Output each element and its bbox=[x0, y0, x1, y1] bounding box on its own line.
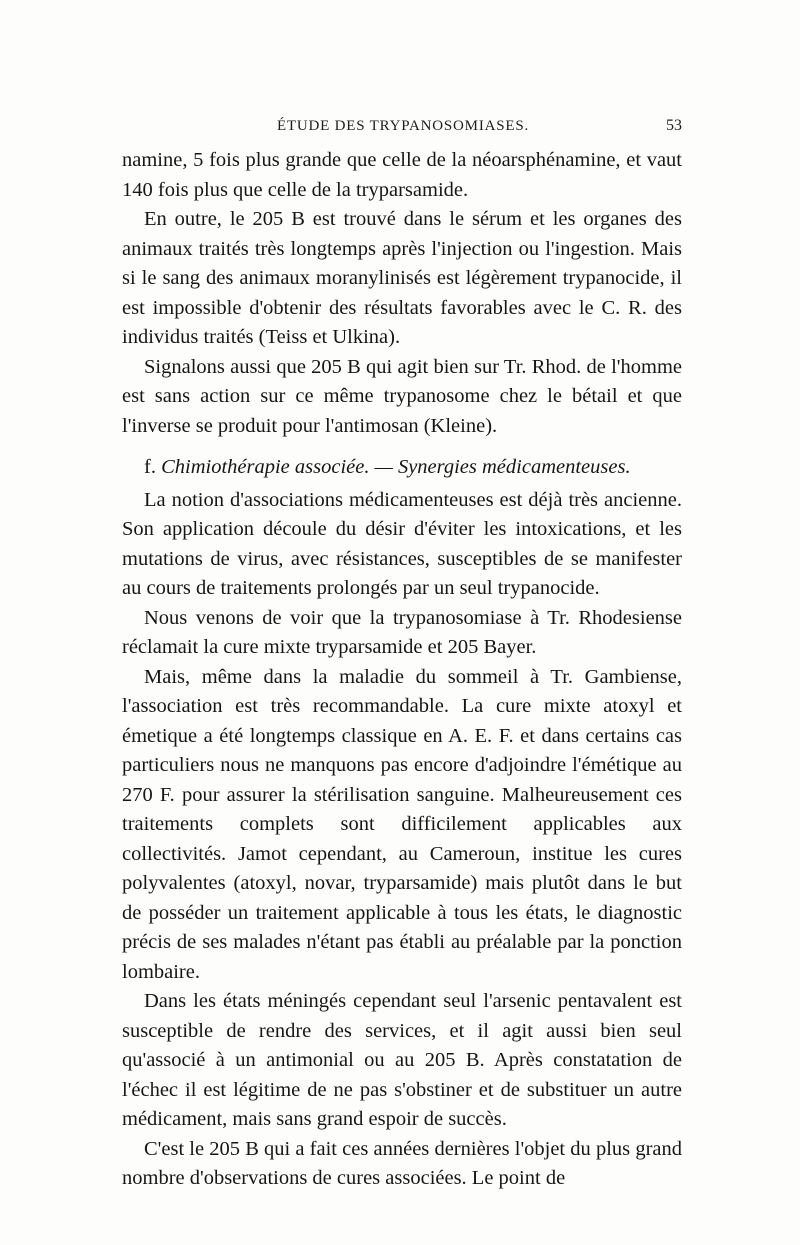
paragraph-continued: namine, 5 fois plus grande que celle de la néoarsphénamine, et vaut 140 fois plus que celle de la tryparsamide. bbox=[122, 149, 682, 201]
paragraph: La notion d'associations médicamenteuses est déjà très ancienne. Son application découle du désir d'éviter les intoxications, et les mutations de virus, avec résistances, susceptibles de se manifester au cours de traitements prolongés par un seul trypanocide. bbox=[122, 488, 682, 599]
page-text-block bbox=[122, 112, 682, 1194]
page-number: 53 bbox=[666, 117, 682, 134]
section-title: Chimiothérapie associée. — Synergies médicamenteuses. bbox=[161, 456, 631, 478]
paragraph-continues: C'est le 205 B qui a fait ces années dernières l'objet du plus grand nombre d'observations de cures associées. Le point de bbox=[122, 1137, 682, 1189]
paragraph: En outre, le 205 B est trouvé dans le sérum et les organes des animaux traités très longtemps après l'injection ou l'ingestion. Mais si le sang des animaux moranylinisés est légèrement trypanocide, il est impossible d'obtenir des résultats favorables avec le C. R. des individus traités (Teiss et Ulkina). bbox=[122, 208, 682, 348]
paragraph: Nous venons de voir que la trypanosomiase à Tr. Rhodesiense réclamait la cure mixte tryparsamide et 205 Bayer. bbox=[122, 606, 682, 658]
section-label: f. bbox=[144, 456, 156, 478]
running-head bbox=[122, 112, 682, 140]
running-title: ÉTUDE DES TRYPANOSOMIASES. bbox=[276, 118, 530, 134]
paragraph: Mais, même dans la maladie du sommeil à Tr. Gambiense, l'association est très recommandable. La cure mixte atoxyl et émetique a été longtemps classique en A. E. F. et dans certains cas particuliers nous ne manquons pas encore d'adjoindre l'émétique au 270 F. pour assurer la stérilisation sanguine. Malheureusement ces traitements complets sont difficilement applicables aux collectivités. Jamot cependant, au Cameroun, institue les cures polyvalentes (atoxyl, novar, tryparsamide) mais plutôt dans le but de posséder un traitement applicable à tous les états, le diagnostic précis de ses malades n'étant pas établi au préalable par la ponction lombaire. bbox=[122, 665, 682, 983]
paragraph: Dans les états méningés cependant seul l'arsenic pentavalent est susceptible de rendre des services, et il agit aussi bien seul qu'associé à un antimonial ou au 205 B. Après constatation de l'échec il est légitime de ne pas s'obstiner et de substituer un autre médicament, mais sans grand espoir de succès. bbox=[122, 990, 682, 1130]
paragraph: Signalons aussi que 205 B qui agit bien sur Tr. Rhod. de l'homme est sans action sur ce même trypanosome chez le bétail et que l'inverse se produit pour l'antimosan (Kleine). bbox=[122, 355, 682, 437]
section-heading bbox=[122, 453, 682, 483]
